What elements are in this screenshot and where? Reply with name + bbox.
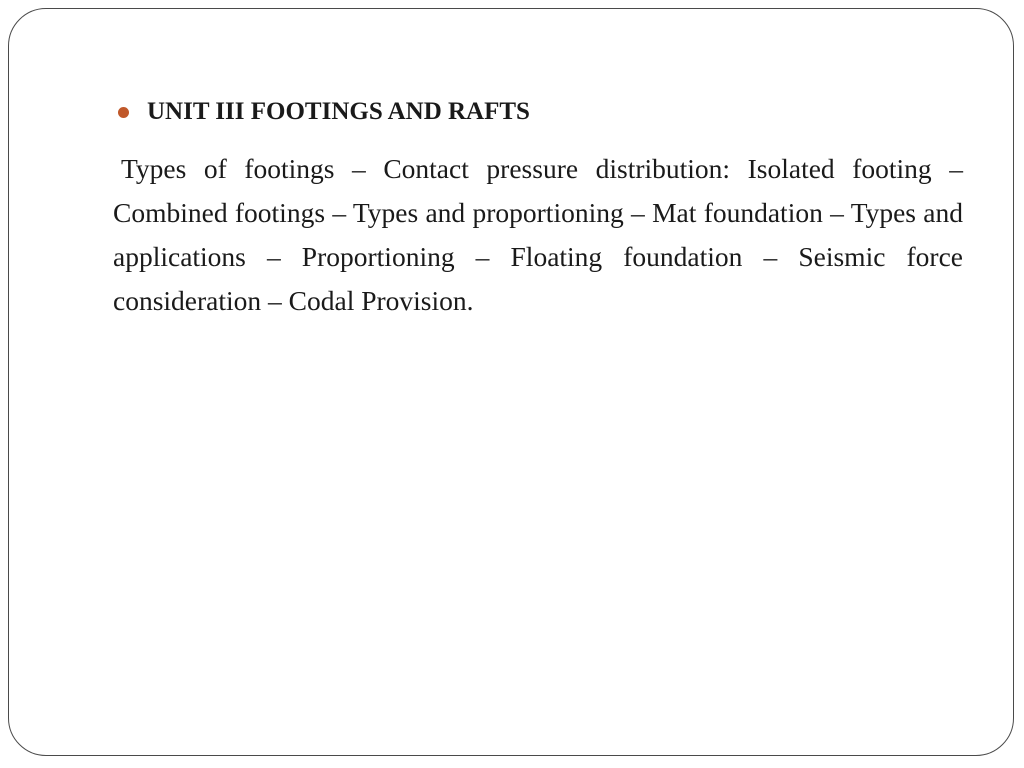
bullet-dot-icon bbox=[118, 107, 129, 118]
slide-heading: UNIT III FOOTINGS AND RAFTS bbox=[147, 98, 530, 125]
slide-body-text: Types of footings – Contact pressure distribution: Isolated footing – Combined footings – Types and proportioning – Mat foundation – Types and applications – Proportioning – Floating foundation – Seismic force consideration – Codal Provision. bbox=[113, 153, 963, 316]
heading-bullet-item bbox=[118, 98, 530, 126]
